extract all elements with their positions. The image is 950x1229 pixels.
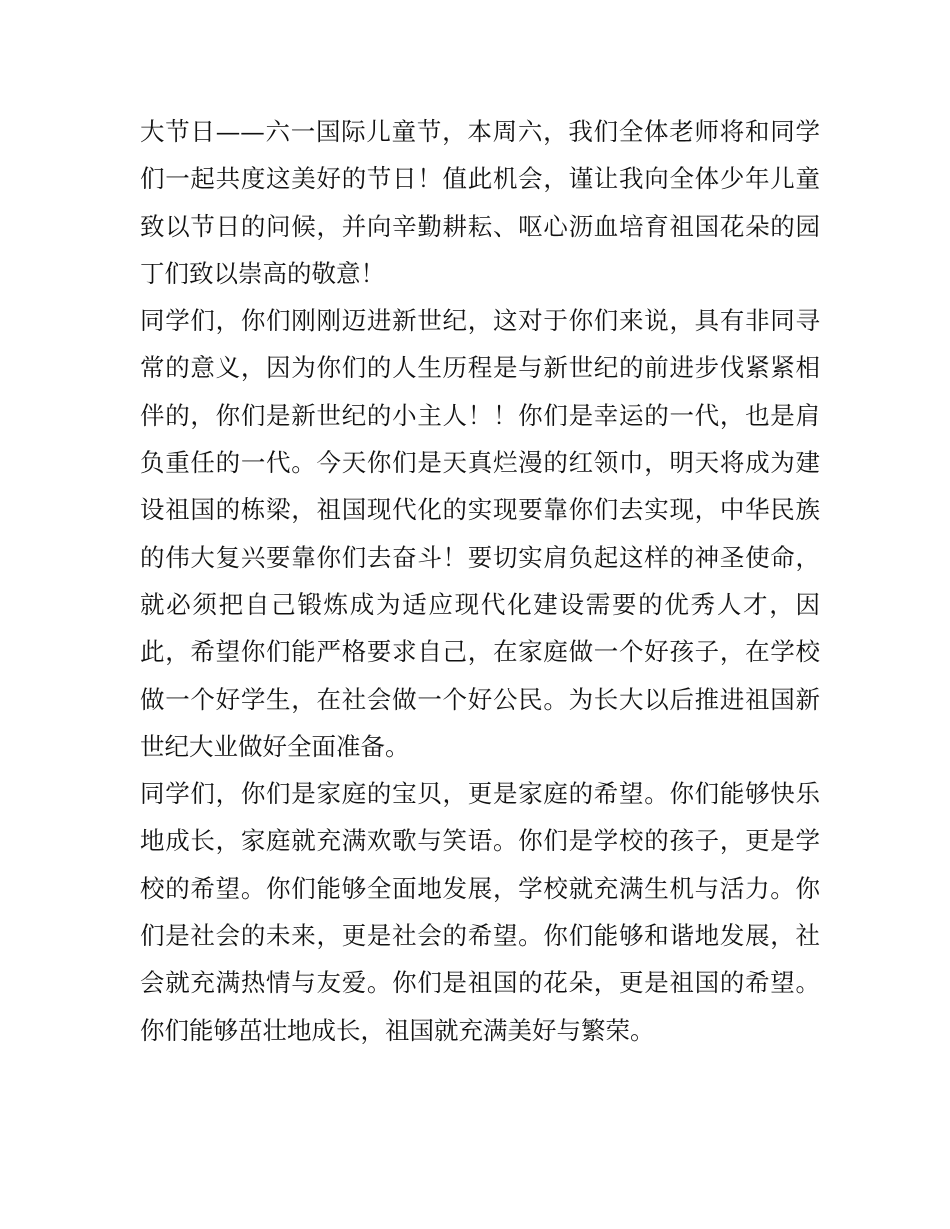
text-line: 会就充满热情与友爱。你们是祖国的花朵，更是祖国的希望。 [140,968,820,998]
text-line: 的伟大复兴要靠你们去奋斗！要切实肩负起这样的神圣使命， [140,542,820,572]
paragraph-3 [140,770,820,1054]
paragraph-2 [140,297,820,770]
text-line: 同学们，你们是家庭的宝贝，更是家庭的希望。你们能够快乐 [140,779,820,809]
text-line: 地成长，家庭就充满欢歌与笑语。你们是学校的孩子，更是学 [140,826,820,856]
text-line: 你们能够茁壮地成长，祖国就充满美好与繁荣。 [140,1015,655,1045]
text-line: 们是社会的未来，更是社会的希望。你们能够和谐地发展，社 [140,921,820,951]
text-line: 丁们致以崇高的敬意！ [140,258,385,288]
text-line: 此，希望你们能严格要求自己，在家庭做一个好孩子，在学校 [140,637,820,667]
text-line: 负重任的一代。今天你们是天真烂漫的红领巾，明天将成为建 [140,448,820,478]
text-line: 致以节日的问候，并向辛勤耕耘、呕心沥血培育祖国花朵的园 [140,211,820,241]
text-line: 设祖国的栋梁，祖国现代化的实现要靠你们去实现，中华民族 [140,495,820,525]
text-line: 校的希望。你们能够全面地发展，学校就充满生机与活力。你 [140,873,820,903]
text-line: 伴的，你们是新世纪的小主人！！你们是幸运的一代，也是肩 [140,400,820,430]
text-line: 就必须把自己锻炼成为适应现代化建设需要的优秀人才，因 [140,589,820,619]
text-line: 做一个好学生，在社会做一个好公民。为长大以后推进祖国新 [140,684,820,714]
text-line: 们一起共度这美好的节日！值此机会，谨让我向全体少年儿童 [140,164,820,194]
text-line: 世纪大业做好全面准备。 [140,731,410,761]
text-line: 同学们，你们刚刚迈进新世纪，这对于你们来说，具有非同寻 [140,306,820,336]
body-text [140,108,820,1054]
paragraph-1 [140,108,820,297]
text-line: 常的意义，因为你们的人生历程是与新世纪的前进步伐紧紧相 [140,353,820,383]
text-line: 大节日——六一国际儿童节，本周六，我们全体老师将和同学 [140,117,820,146]
